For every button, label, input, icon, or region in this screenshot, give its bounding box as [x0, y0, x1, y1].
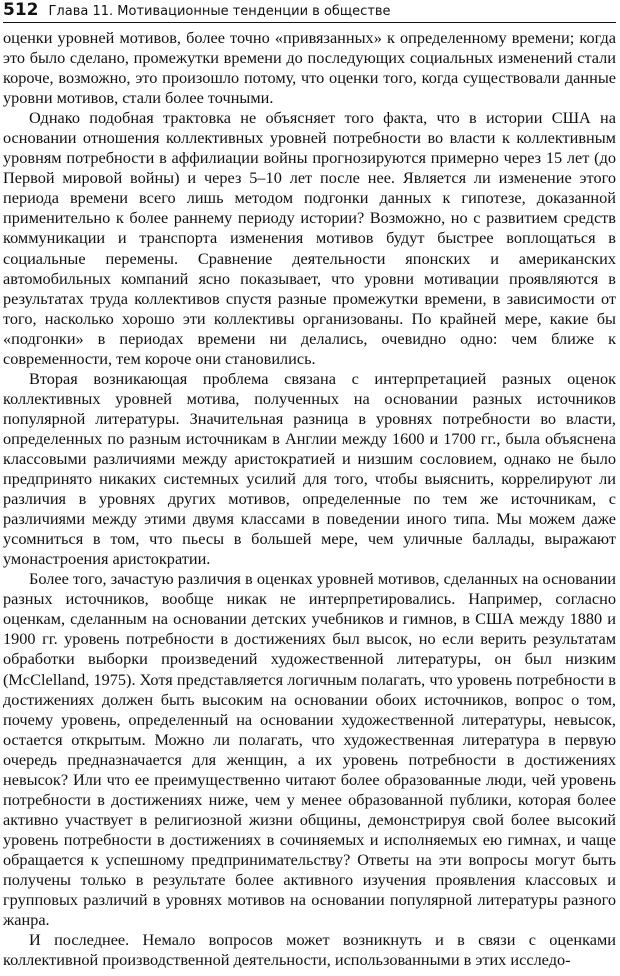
running-title: Глава 11. Мотивационные тенденции в обществе	[48, 4, 391, 19]
body-text	[3, 28, 616, 970]
page-number: 512	[3, 0, 39, 20]
paragraph: Вторая возникающая проблема связана с интерпретацией разных оценок коллективных уровней мотива, полученных на основании разных источников популярной литературы. Значительная разница в уровнях потребности во власти, определенных по разным источникам в Англии между 1600 и 1700 гг., была объяснена классовыми различиями между аристократией и низшим сословием, однако не было предпринято никаких системных усилий для того, чтобы выяснить, коррелируют ли различия в уровнях других мотивов, определенные по тем же источникам, с различиями между этими двумя классами в поведении иного типа. Мы можем даже усомниться в том, что пьесы в большей мере, чем уличные баллады, выражают умонастроения аристократии.	[3, 368, 616, 569]
paragraph: Однако подобная трактовка не объясняет того факта, что в истории США на основании отношения коллективных уровней потребности во власти к коллективным уровням потребности в аффилиации войны прогнозируются примерно через 15 лет (до Первой мировой войны) и через 5–10 лет после нее. Является ли изменение этого периода времени всего лишь методом подгонки данных к гипотезе, доказанной применительно к более раннему периоду истории? Возможно, но с развитием средств коммуникации и транспорта изменения мотивов будут быстрее воплощаться в социальные перемены. Сравнение деятельности японских и американских автомобильных компаний ясно показывает, что уровни мотивации проявляются в результатах труда коллективов спустя разные промежутки времени, в зависимости от того, насколько хорошо эти коллективы организованы. По крайней мере, какие бы «подгонки» в периодах времени ни делались, очевидно одно: чем ближе к современности, тем короче они становились.	[3, 108, 616, 368]
paragraph: И последнее. Немало вопросов может возникнуть и в связи с оценками коллективной производственной деятельности, использованными в этих исследо-	[3, 930, 616, 970]
paragraph-continuation: оценки уровней мотивов, более точно «привязанных» к определенному времени; когда это было сделано, промежутки времени до последующих социальных изменений стали короче, возможно, это произошло потому, что оценки того, когда существовали данные уровни мотивов, стали более точными.	[3, 28, 616, 108]
paragraph: Более того, зачастую различия в оценках уровней мотивов, сделанных на основании разных источников, вообще никак не интерпретировались. Например, согласно оценкам, сделанным на основании детских учебников и гимнов, в США между 1880 и 1900 гг. уровень потребности в достижениях был высок, но если верить результатам обработки выборки произведений художественной литературы, он был низким (McClelland, 1975). Хотя представляется логичным полагать, что уровень потребности в достижениях должен быть высоким на основании обоих источников, вопрос о том, почему уровень, определенный на основании художественной литературы, невысок, остается открытым. Можно ли полагать, что художественная литература в первую очередь предназначается для женщин, а их уровень потребности в достижениях невысок? Или что ее преимущественно читают более образованные люди, чей уровень потребности в достижениях ниже, чем у менее образованной публики, которая более активно участвует в религиозной жизни общины, демонстрируя свой более высокий уровень потребности в достижениях в сочиняемых и исполняемых ею гимнах, и чаще обращается к успешному предпринимательству? Ответы на эти вопросы могут быть получены только в результате более активного изучения проявления классовых и групповых различий в уровнях мотивов на основании популярной литературы разного жанра.	[3, 569, 616, 930]
page-header	[3, 0, 616, 23]
